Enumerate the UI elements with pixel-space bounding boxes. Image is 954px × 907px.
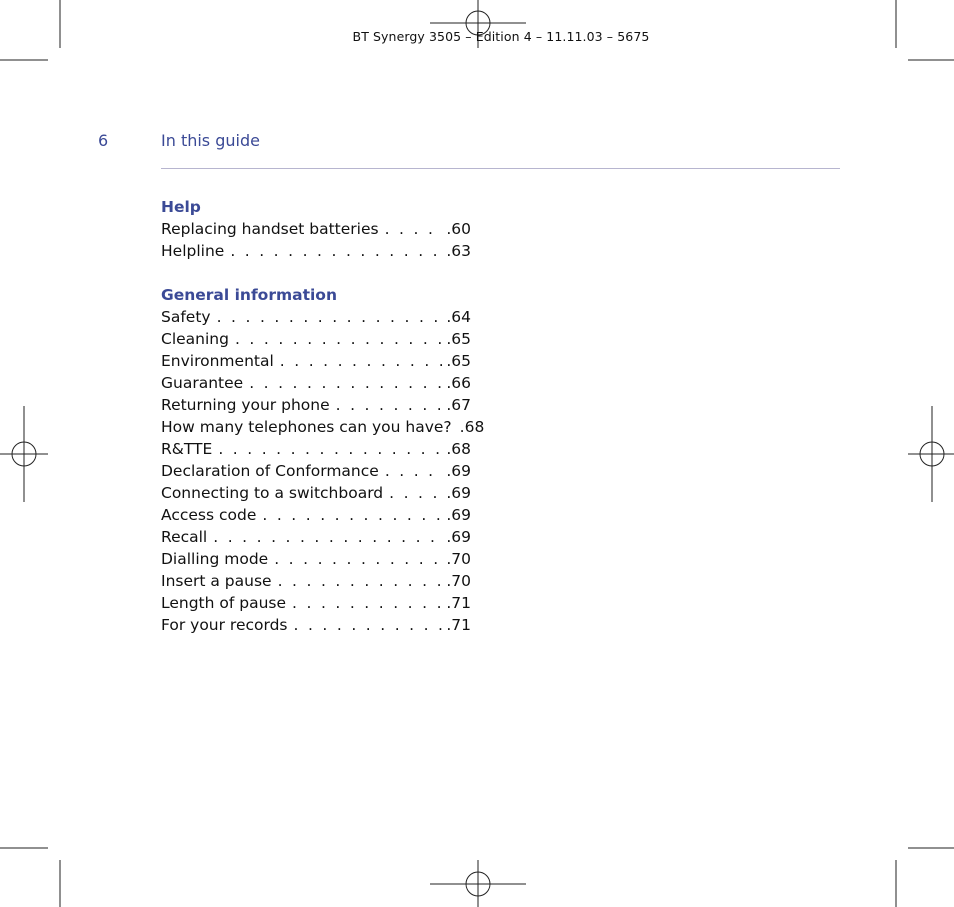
toc-entry[interactable] [161,438,471,460]
toc-entry-page-number: .69 [446,462,471,480]
toc-dot-leader [249,372,444,394]
toc-entry[interactable] [161,504,471,526]
toc-entry-page-number: .66 [446,374,471,392]
toc-entry-label: Access code [161,506,257,524]
toc-entry-page-number: .70 [446,550,471,568]
toc-entry[interactable] [161,482,471,504]
toc-dot-leader [389,482,444,504]
page-number: 6 [98,131,109,150]
toc-entry-label: Safety [161,308,211,326]
toc-entry-label: Length of pause [161,594,287,612]
toc-entry-page-number: .65 [446,330,471,348]
running-title: In this guide [161,131,260,150]
toc-dot-leader [262,504,444,526]
toc-entry-label: Returning your phone [161,396,330,414]
toc-entry-page-number: .60 [446,220,471,238]
toc-entry[interactable] [161,218,471,240]
toc-dot-leader [274,548,444,570]
toc-entry-label: Recall [161,528,208,546]
toc-entry-page-number: .63 [446,242,471,260]
section-heading: General information [161,286,337,304]
toc-entry-label: Insert a pause [161,572,272,590]
toc-dot-leader [280,350,445,372]
toc-entry-page-number: .65 [446,352,471,370]
registration-target-bottom [430,860,526,907]
toc-entry[interactable] [161,570,471,592]
section-gap [161,262,471,284]
toc-entry-label: Helpline [161,242,225,260]
toc-entry-page-number: .69 [446,506,471,524]
toc-dot-leader [235,328,444,350]
toc-dot-leader [294,614,445,636]
toc-entry-page-number: .67 [446,396,471,414]
registration-target-left [0,406,48,502]
toc-dot-leader [278,570,445,592]
toc-dot-leader [230,240,444,262]
toc-entry-label: Environmental [161,352,274,370]
toc-entry-page-number: .68 [446,440,471,458]
section-heading: Help [161,198,201,216]
toc-entry[interactable] [161,328,471,350]
toc-entry-page-number: .70 [446,572,471,590]
registration-target-right [908,406,954,502]
toc-entry[interactable] [161,460,471,482]
toc-entry-label: Guarantee [161,374,244,392]
toc-dot-leader [292,592,444,614]
toc-entry[interactable] [161,548,471,570]
toc-entry-page-number: .68 [459,418,485,436]
toc-entry-page-number: .64 [446,308,471,326]
toc-dot-leader [213,526,444,548]
print-slug-header: BT Synergy 3505 – Edition 4 – 11.11.03 – 5675 [352,29,650,44]
header-rule [161,168,840,169]
toc-dot-leader [218,438,444,460]
toc-entry-label: How many telephones can you have? [161,418,452,436]
toc-entry-page-number: .69 [446,484,471,502]
toc-entry-label: Cleaning [161,330,229,348]
toc-entry[interactable] [161,416,485,438]
toc-dot-leader [385,218,445,240]
toc-entry-page-number: .71 [446,616,471,634]
toc-entry-page-number: .71 [446,594,471,612]
toc-entry-label: Declaration of Conformance [161,462,379,480]
toc-dot-leader [336,394,445,416]
toc-entry[interactable] [161,350,471,372]
toc-entry[interactable] [161,526,471,548]
toc-entry-label: Connecting to a switchboard [161,484,384,502]
toc-entry[interactable] [161,372,471,394]
toc-dot-leader [385,460,445,482]
toc-entry-page-number: .69 [446,528,471,546]
toc-entry-label: Dialling mode [161,550,269,568]
toc-entry-label: R&TTE [161,440,213,458]
toc-entry[interactable] [161,614,471,636]
table-of-contents [161,196,485,636]
toc-entry-label: For your records [161,616,288,634]
toc-entry-label: Replacing handset batteries [161,220,379,238]
toc-dot-leader [217,306,445,328]
toc-entry[interactable] [161,394,471,416]
toc-entry[interactable] [161,592,471,614]
toc-entry[interactable] [161,306,471,328]
toc-entry[interactable] [161,240,471,262]
